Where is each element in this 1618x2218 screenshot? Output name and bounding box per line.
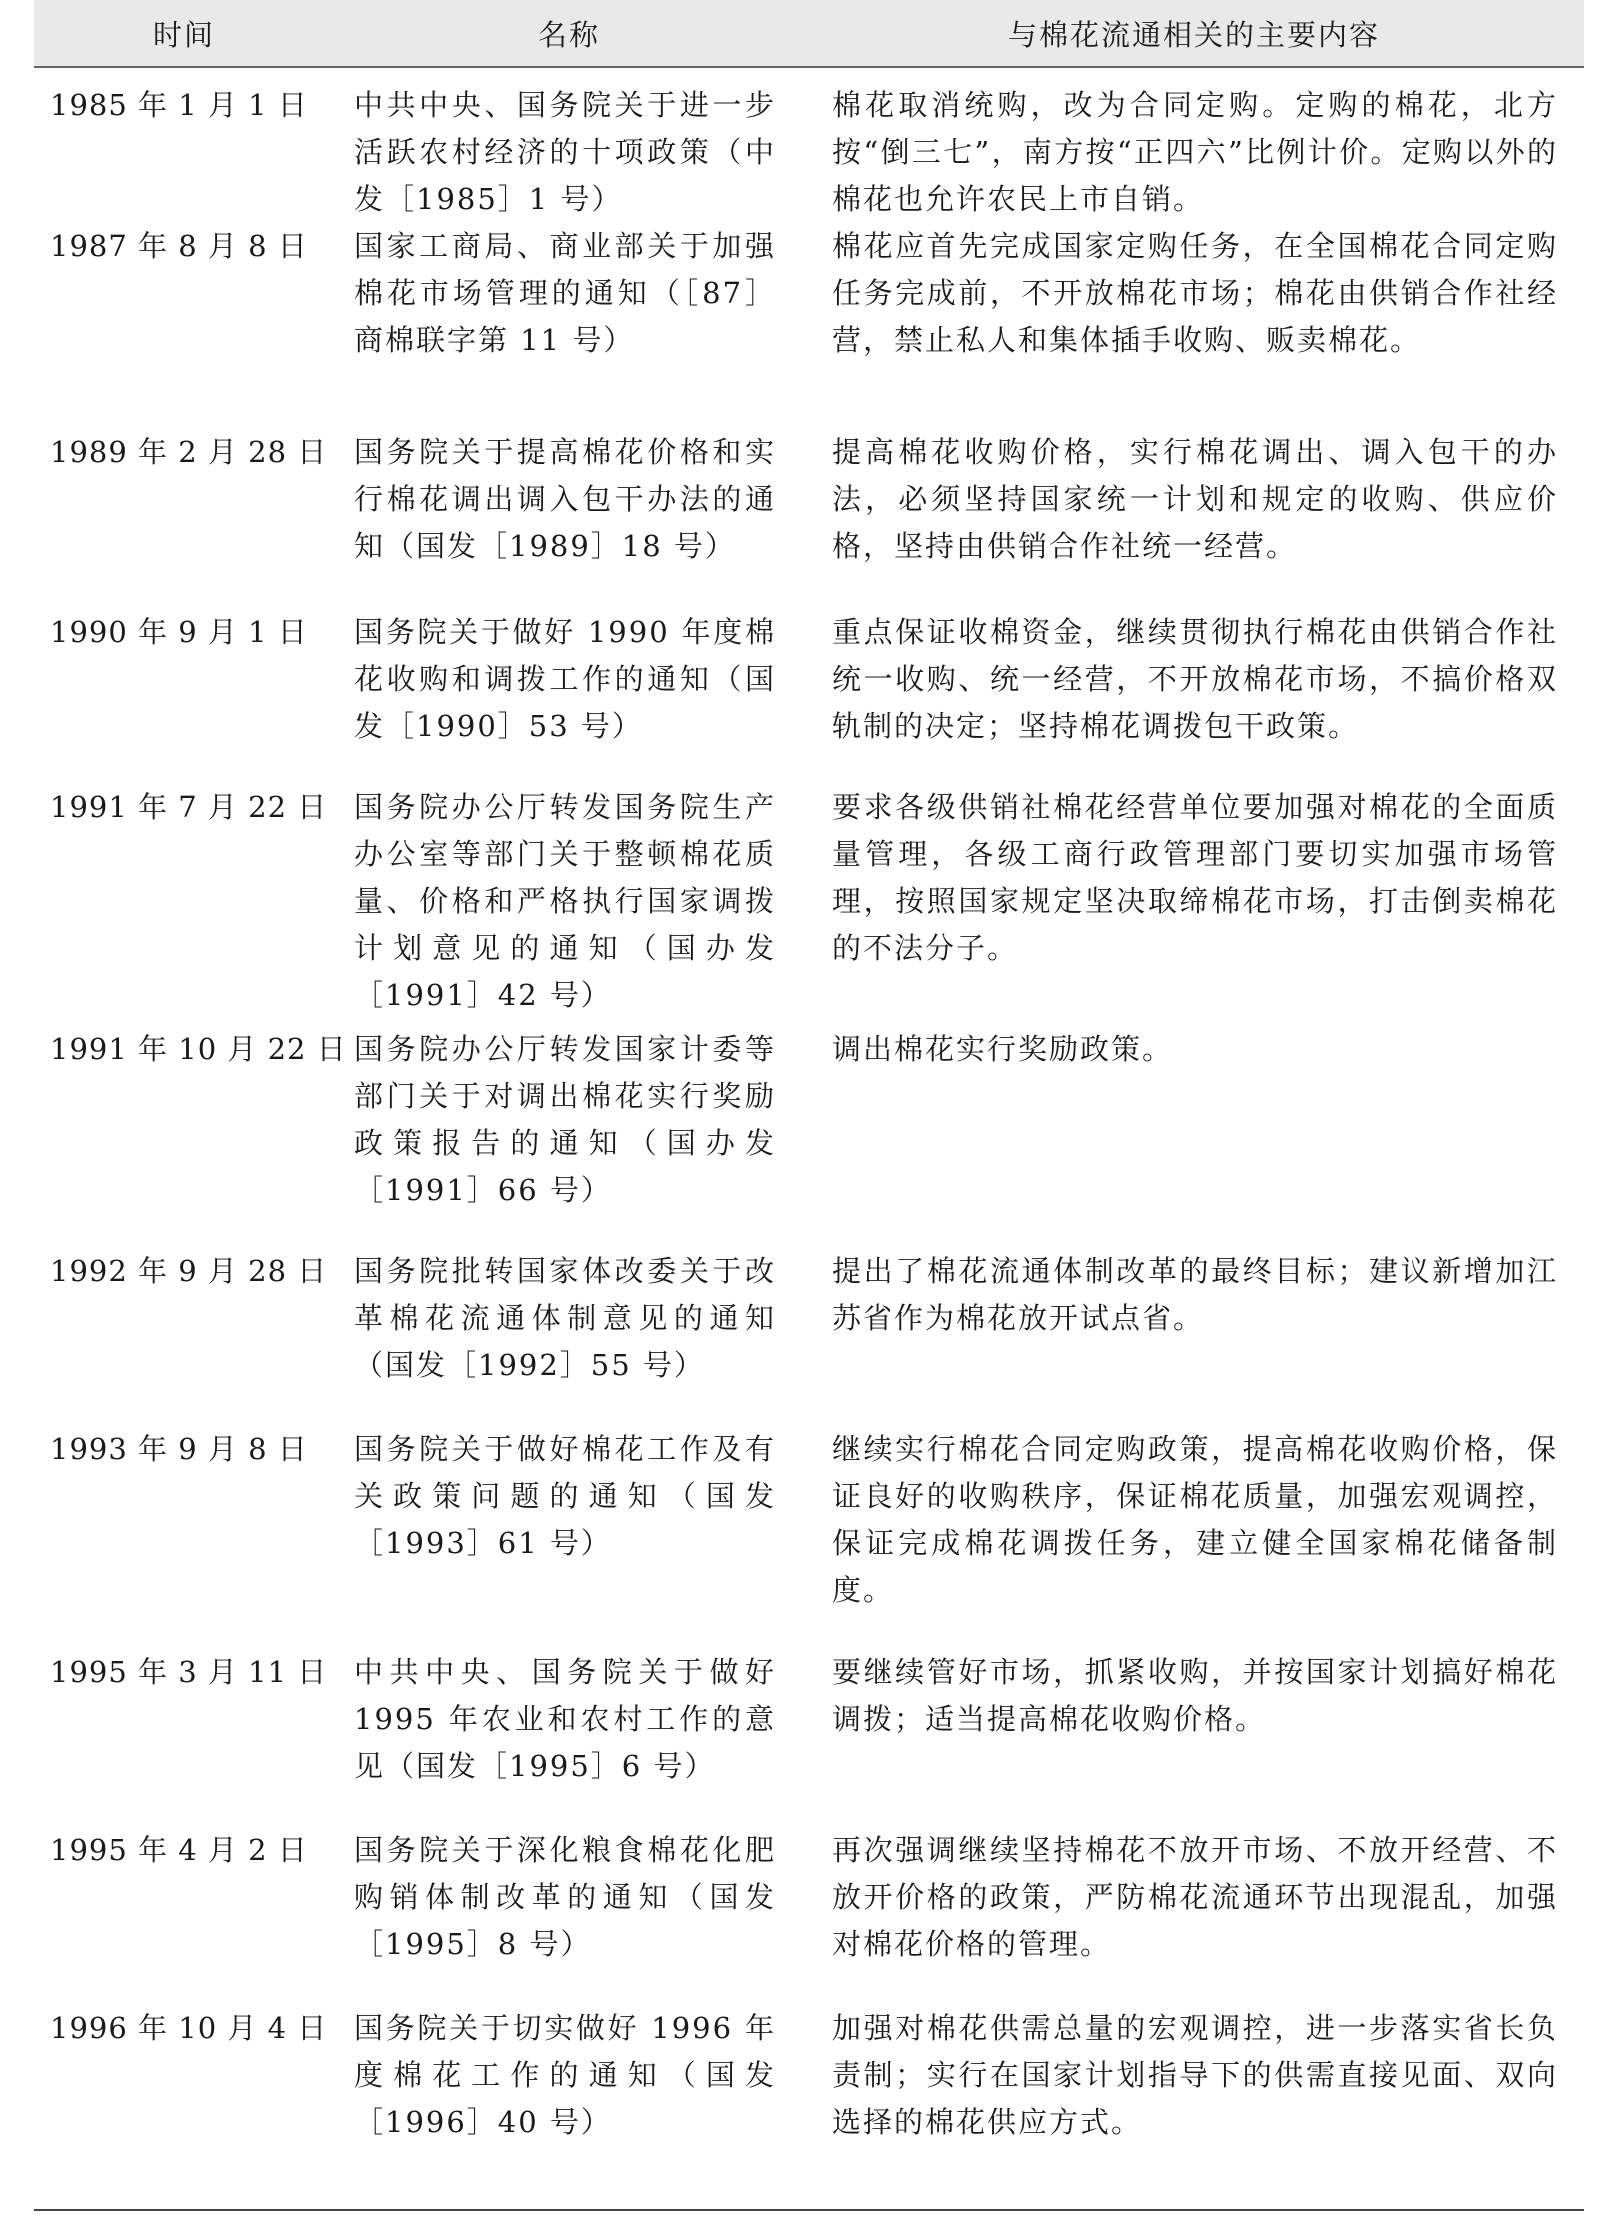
table-row (34, 1649, 1584, 1827)
row-name: 中共中央、国务院关于做好 1995 年农业和农村工作的意见（国发［1995］6 号） (354, 1655, 776, 1783)
row-content: 提出了棉花流通体制改革的最终目标；建议新增加江苏省作为棉花放开试点省。 (832, 1254, 1558, 1335)
header-row (34, 0, 1584, 67)
row-name: 国务院关于做好 1990 年度棉花收购和调拨工作的通知（国发［1990］53 号） (354, 615, 776, 743)
table-row (34, 1827, 1584, 2005)
table-row (34, 1426, 1584, 1649)
policy-table (34, 0, 1584, 2185)
row-name: 国务院关于深化粮食棉花化肥购销体制改革的通知（国发［1995］8 号） (354, 1833, 776, 1961)
row-content: 加强对棉花供需总量的宏观调控，进一步落实省长负责制；实行在国家计划指导下的供需直接见面、双向选择的棉花供应方式。 (832, 2011, 1558, 2139)
row-name: 国务院办公厅转发国家计委等部门关于对调出棉花实行奖励政策报告的通知（国办发［1991］66 号） (354, 1032, 776, 1207)
row-content: 棉花应首先完成国家定购任务，在全国棉花合同定购任务完成前，不开放棉花市场；棉花由供销合作社经营，禁止私人和集体插手收购、贩卖棉花。 (832, 229, 1558, 357)
row-content: 继续实行棉花合同定购政策，提高棉花收购价格，保证良好的收购秩序，保证棉花质量，加强宏观调控，保证完成棉花调拨任务，建立健全国家棉花储备制度。 (832, 1432, 1558, 1607)
table-row (34, 67, 1584, 223)
header-name: 名称 (334, 0, 804, 67)
row-date: 1992 年 9 月 28 日 (50, 1254, 328, 1288)
table-bottom-rule (34, 2209, 1584, 2211)
table-row (34, 784, 1584, 1026)
row-date: 1990 年 9 月 1 日 (50, 615, 308, 649)
row-name: 国务院批转国家体改委关于改革棉花流通体制意见的通知（国发［1992］55 号） (354, 1254, 776, 1382)
row-date: 1985 年 1 月 1 日 (50, 88, 308, 122)
row-name: 国务院关于提高棉花价格和实行棉花调出调入包干办法的通知（国发［1989］18 号） (354, 435, 776, 563)
row-name: 国家工商局、商业部关于加强棉花市场管理的通知（［87］商棉联字第 11 号） (354, 229, 776, 357)
table-row (34, 1026, 1584, 1248)
table-row (34, 429, 1584, 609)
row-date: 1991 年 7 月 22 日 (50, 790, 328, 824)
table-header (34, 0, 1584, 67)
row-content: 重点保证收棉资金，继续贯彻执行棉花由供销合作社统一收购、统一经营，不开放棉花市场，不搞价格双轨制的决定；坚持棉花调拨包干政策。 (832, 615, 1558, 743)
row-date: 1987 年 8 月 8 日 (50, 229, 308, 263)
row-content: 再次强调继续坚持棉花不放开市场、不放开经营、不放开价格的政策，严防棉花流通环节出现混乱，加强对棉花价格的管理。 (832, 1833, 1558, 1961)
row-content: 要求各级供销社棉花经营单位要加强对棉花的全面质量管理，各级工商行政管理部门要切实加强市场管理，按照国家规定坚决取缔棉花市场，打击倒卖棉花的不法分子。 (832, 790, 1558, 965)
header-time: 时间 (34, 0, 334, 67)
row-date: 1995 年 3 月 11 日 (50, 1655, 328, 1689)
row-name: 国务院关于做好棉花工作及有关政策问题的通知（国发［1993］61 号） (354, 1432, 776, 1560)
table-row (34, 223, 1584, 429)
table-row (34, 1248, 1584, 1426)
row-name: 国务院办公厅转发国务院生产办公室等部门关于整顿棉花质量、价格和严格执行国家调拨计划意见的通知（国办发［1991］42 号） (354, 790, 776, 1012)
row-content: 棉花取消统购，改为合同定购。定购的棉花，北方按“倒三七”，南方按“正四六”比例计价。定购以外的棉花也允许农民上市自销。 (832, 88, 1558, 216)
header-content: 与棉花流通相关的主要内容 (804, 0, 1584, 67)
row-content: 提高棉花收购价格，实行棉花调出、调入包干的办法，必须坚持国家统一计划和规定的收购、供应价格，坚持由供销合作社统一经营。 (832, 435, 1558, 563)
row-date: 1989 年 2 月 28 日 (50, 435, 328, 469)
row-name: 中共中央、国务院关于进一步活跃农村经济的十项政策（中发［1985］1 号） (354, 88, 776, 216)
row-date: 1996 年 10 月 4 日 (50, 2011, 328, 2045)
table-row (34, 609, 1584, 784)
row-name: 国务院关于切实做好 1996 年度棉花工作的通知（国发［1996］40 号） (354, 2011, 776, 2139)
row-date: 1995 年 4 月 2 日 (50, 1833, 308, 1867)
row-content: 要继续管好市场，抓紧收购，并按国家计划搞好棉花调拨；适当提高棉花收购价格。 (832, 1655, 1558, 1736)
row-date: 1991 年 10 月 22 日 (50, 1032, 347, 1066)
table-body (34, 67, 1584, 2185)
row-content: 调出棉花实行奖励政策。 (832, 1032, 1174, 1066)
table-row (34, 2005, 1584, 2185)
row-date: 1993 年 9 月 8 日 (50, 1432, 308, 1466)
